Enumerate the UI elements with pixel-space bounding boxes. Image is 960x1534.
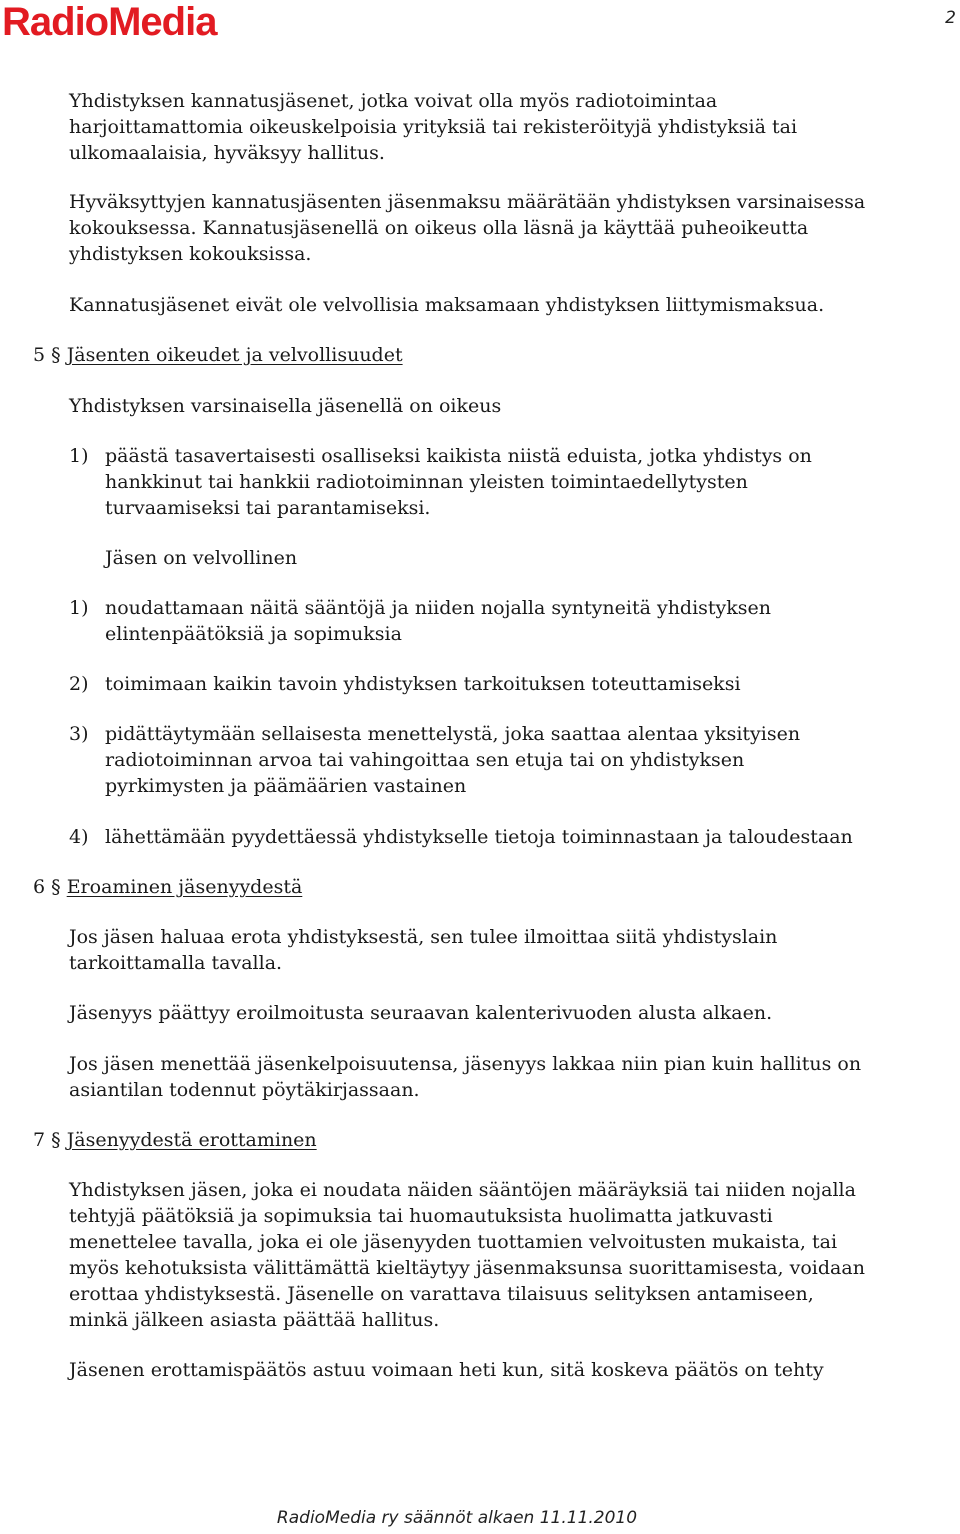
page-number: 2 xyxy=(945,8,956,28)
text-line: Kannatusjäsenet eivät ole velvollisia maksamaan yhdistyksen liittymismaksua. xyxy=(69,294,825,316)
text-line: myös kehotuksista välittämättä kieltäytyy jäsenmaksunsa suorittamisesta, voidaan xyxy=(69,1257,865,1279)
list-marker: 4) xyxy=(69,826,89,848)
section-number: 5 § xyxy=(33,344,61,366)
paragraph-supporting-members xyxy=(69,88,797,166)
text-line: lähettämään pyydettäessä yhdistykselle tietoja toiminnastaan ja taloudestaan xyxy=(105,826,853,848)
section-title: Jäsenyydestä erottaminen xyxy=(66,1129,317,1151)
list-marker: 1) xyxy=(69,445,89,467)
text-line: päästä tasavertaisesti osalliseksi kaikista niistä eduista, jotka yhdistys on xyxy=(105,445,812,467)
text-line: pyrkimysten ja päämäärien vastainen xyxy=(105,775,467,797)
text-line: menettelee tavalla, joka ei ole jäsenyyden tuottamien velvoitusten mukaista, tai xyxy=(69,1231,838,1253)
list-item-text xyxy=(105,824,853,850)
paragraph-duties-intro xyxy=(105,545,297,571)
text-line: Jos jäsen haluaa erota yhdistyksestä, sen tulee ilmoittaa siitä yhdistyslain xyxy=(69,926,778,948)
list-item-text xyxy=(105,443,812,521)
paragraph-expulsion-effective xyxy=(69,1357,824,1383)
text-line: Jäsenen erottamispäätös astuu voimaan heti kun, sitä koskeva päätös on tehty xyxy=(69,1359,824,1381)
text-line: ulkomaalaisia, hyväksyy hallitus. xyxy=(69,142,385,164)
list-item-text xyxy=(105,595,771,647)
section-number: 6 § xyxy=(33,876,61,898)
text-line: Hyväksyttyjen kannatusjäsenten jäsenmaksu määrätään yhdistyksen varsinaisessa xyxy=(69,191,866,213)
text-line: harjoittamattomia oikeuskelpoisia yrityksiä tai rekisteröityjä yhdistyksiä tai xyxy=(69,116,798,138)
text-line: turvaamiseksi tai parantamiseksi. xyxy=(105,497,431,519)
section-heading-5 xyxy=(33,342,403,368)
paragraph-eligibility-loss xyxy=(69,1051,861,1103)
list-item-text xyxy=(105,671,741,697)
text-line: Yhdistyksen varsinaisella jäsenellä on oikeus xyxy=(69,395,502,417)
text-line: erottaa yhdistyksestä. Jäsenelle on varattava tilaisuus selityksen antamiseen, xyxy=(69,1283,814,1305)
text-line: yhdistyksen kokouksissa. xyxy=(69,243,312,265)
text-line: pidättäytymään sellaisesta menettelystä, joka saattaa alentaa yksityisen xyxy=(105,723,801,745)
list-item-text xyxy=(105,721,800,799)
text-line: elintenpäätöksiä ja sopimuksia xyxy=(105,623,402,645)
text-line: minkä jälkeen asiasta päättää hallitus. xyxy=(69,1309,440,1331)
text-line: kokouksessa. Kannatusjäsenellä on oikeus olla läsnä ja käyttää puheoikeutta xyxy=(69,217,809,239)
section-number: 7 § xyxy=(33,1129,61,1151)
page-footer: RadioMedia ry säännöt alkaen 11.11.2010 xyxy=(276,1508,638,1528)
text-line: Yhdistyksen jäsen, joka ei noudata näiden sääntöjen määräyksiä tai niiden nojalla xyxy=(69,1179,856,1201)
paragraph-membership-fee xyxy=(69,189,865,267)
text-line: tarkoittamalla tavalla. xyxy=(69,952,283,974)
text-line: asiantilan todennut pöytäkirjassaan. xyxy=(69,1079,420,1101)
text-line: Jos jäsen menettää jäsenkelpoisuutensa, jäsenyys lakkaa niin pian kuin hallitus on xyxy=(69,1053,862,1075)
paragraph-expulsion xyxy=(69,1177,865,1333)
text-line: tehtyjä päätöksiä ja sopimuksia tai huomautuksista huolimatta jatkuvasti xyxy=(69,1205,773,1227)
paragraph-resignation xyxy=(69,924,777,976)
list-marker: 2) xyxy=(69,673,89,695)
text-line: radiotoiminnan arvoa tai vahingoittaa sen etuja tai on yhdistyksen xyxy=(105,749,745,771)
paragraph-joining-fee xyxy=(69,292,824,318)
section-title: Jäsenten oikeudet ja velvollisuudet xyxy=(66,344,403,366)
paragraph-rights-intro xyxy=(69,393,501,419)
section-title: Eroaminen jäsenyydestä xyxy=(66,876,303,898)
text-line: toimimaan kaikin tavoin yhdistyksen tarkoituksen toteuttamiseksi xyxy=(105,673,741,695)
radiomedia-logo: RadioMedia xyxy=(2,0,217,44)
text-line: Jäsen on velvollinen xyxy=(105,547,298,569)
text-line: Jäsenyys päättyy eroilmoitusta seuraavan kalenterivuoden alusta alkaen. xyxy=(69,1002,773,1024)
list-marker: 1) xyxy=(69,597,89,619)
section-heading-7 xyxy=(33,1127,317,1153)
text-line: Yhdistyksen kannatusjäsenet, jotka voivat olla myös radiotoimintaa xyxy=(69,90,718,112)
text-line: noudattamaan näitä sääntöjä ja niiden nojalla syntyneitä yhdistyksen xyxy=(105,597,772,619)
paragraph-membership-end xyxy=(69,1000,772,1026)
list-marker: 3) xyxy=(69,723,89,745)
section-heading-6 xyxy=(33,874,302,900)
text-line: hankkinut tai hankkii radiotoiminnan yleisten toimintaedellytysten xyxy=(105,471,748,493)
